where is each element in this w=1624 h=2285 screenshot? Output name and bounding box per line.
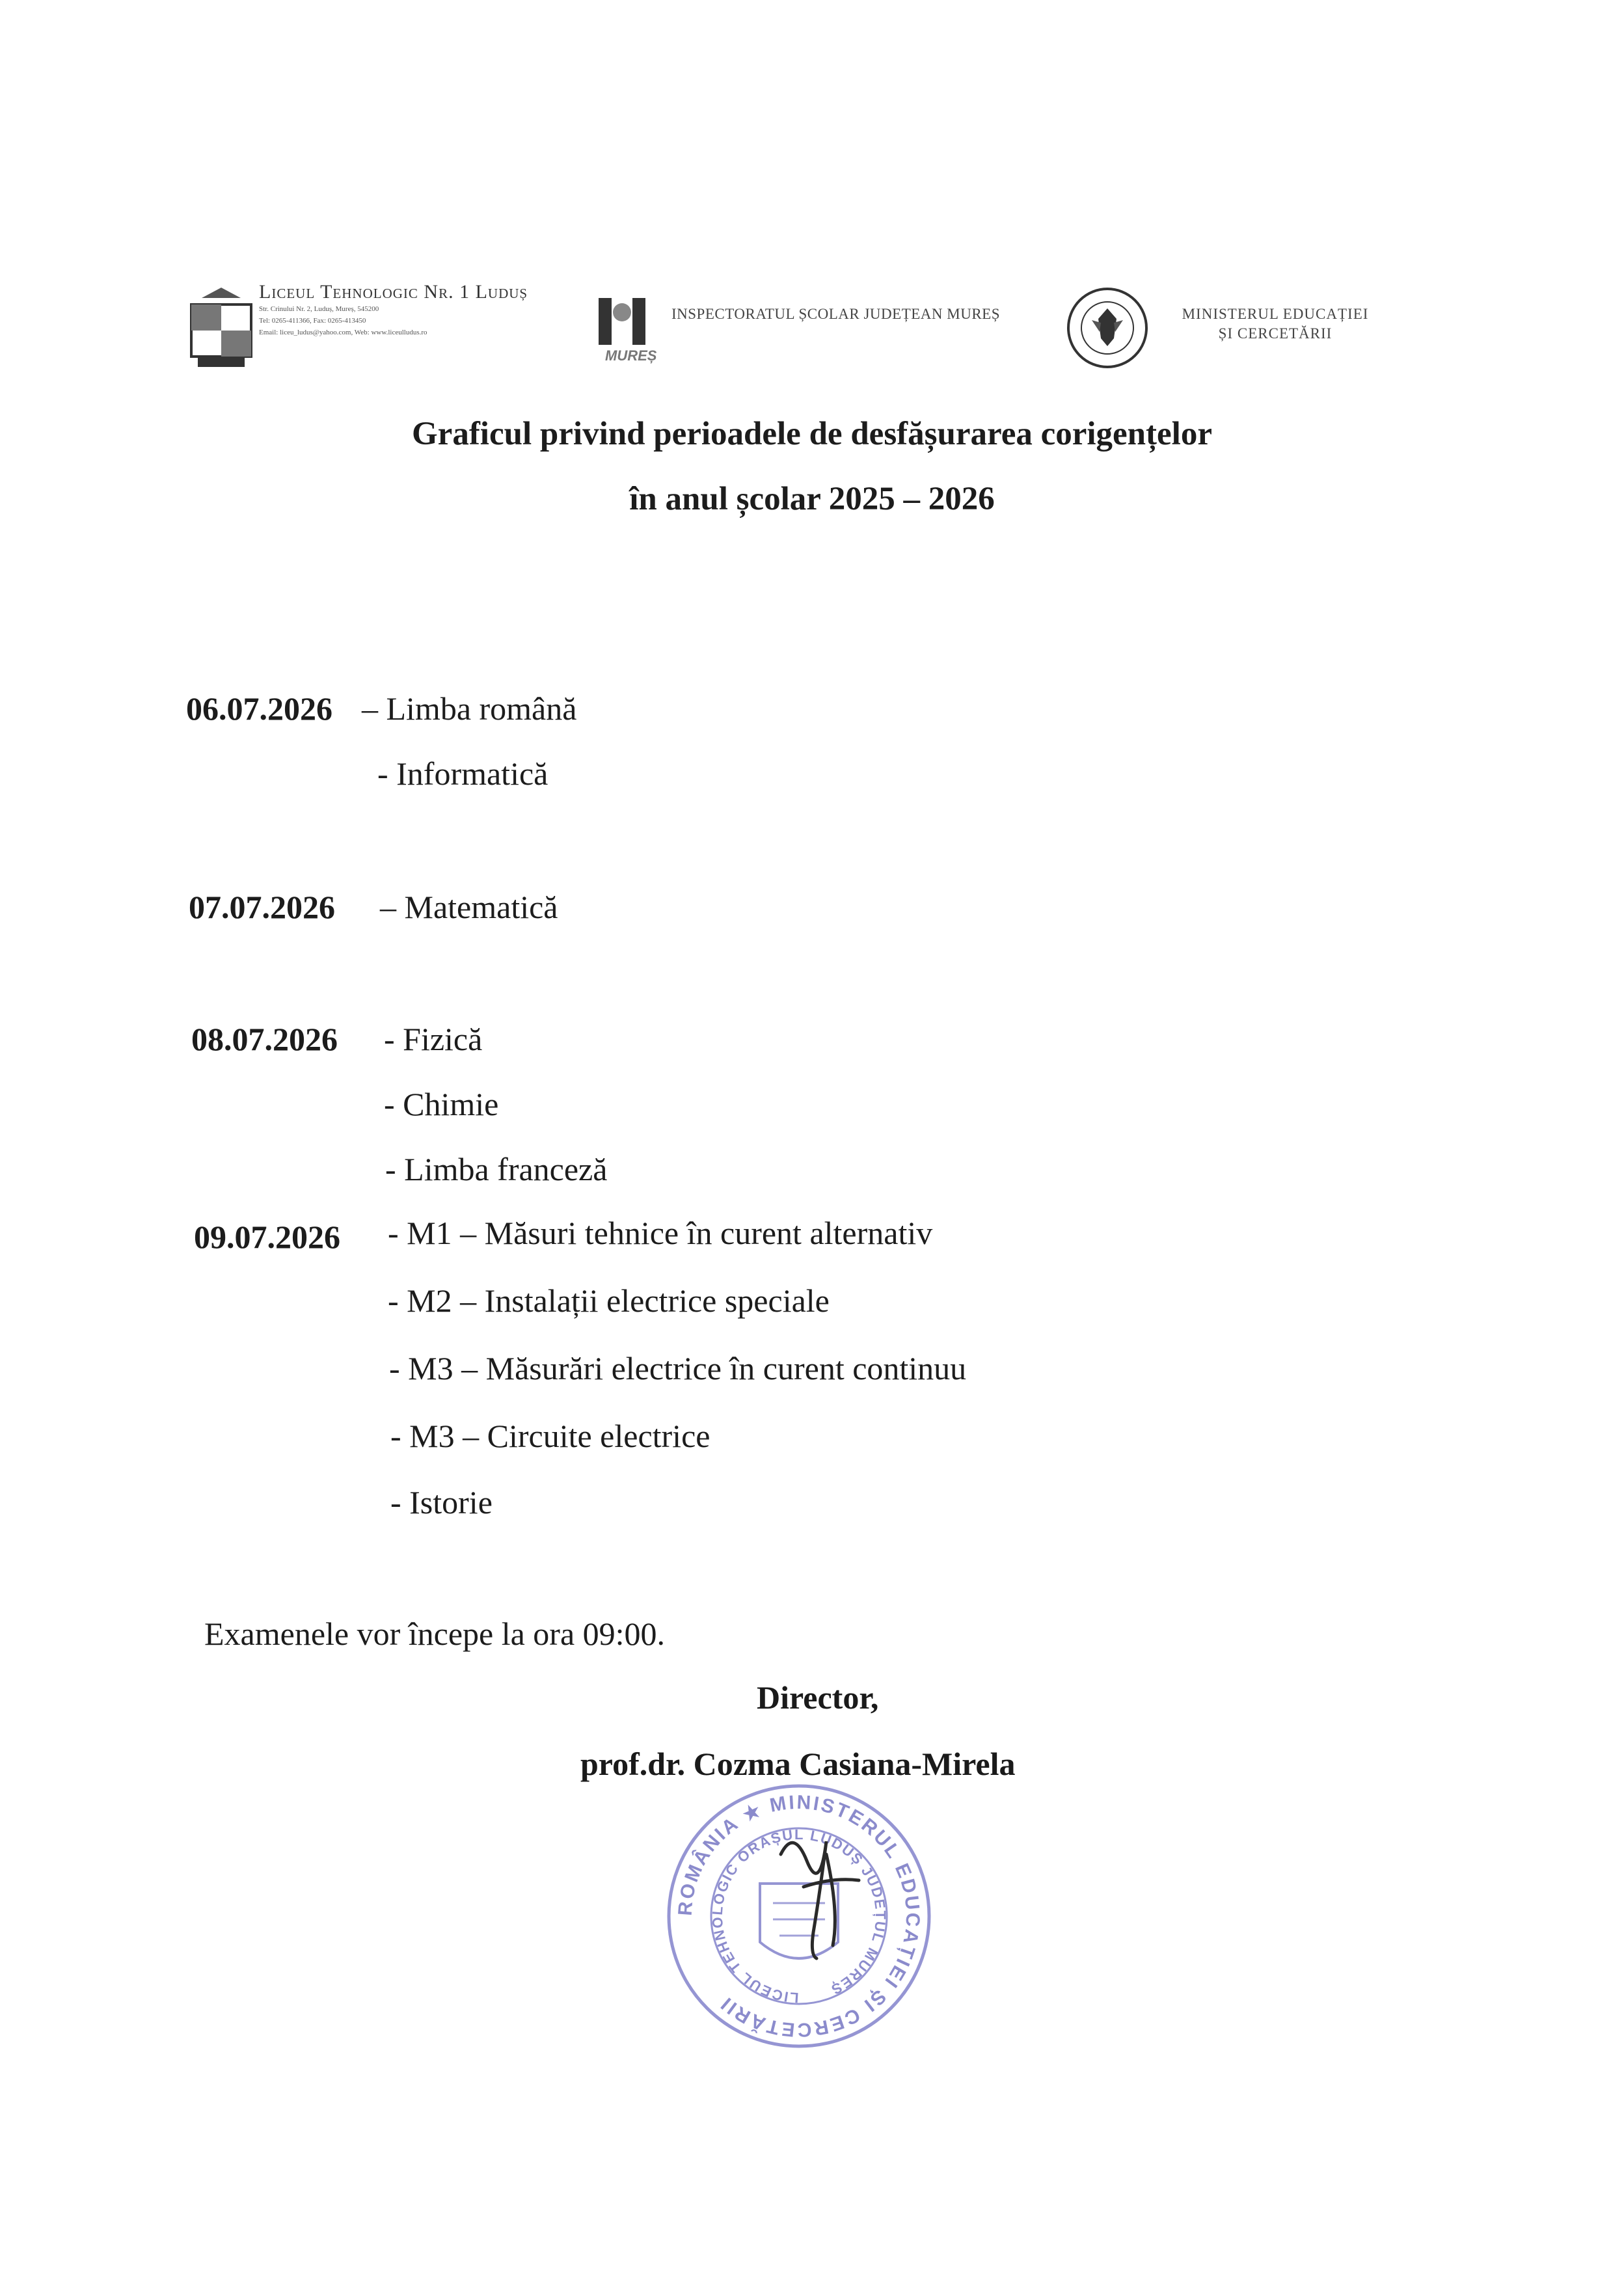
school-email: Email: liceu_ludus@yahoo.com, Web: www.liceulludus.ro	[259, 329, 427, 336]
schedule-item: - M2 – Instalații electrice speciale	[388, 1282, 830, 1319]
ministry-line-2: ȘI CERCETĂRII	[1218, 325, 1333, 342]
isj-logo-text: MUREȘ	[605, 347, 657, 364]
document-title: Graficul privind perioadele de desfășurarea corigențelor	[412, 416, 1212, 452]
schedule-item: - M3 – Măsurări electrice în curent continuu	[389, 1350, 967, 1386]
document-subtitle: în anul școlar 2025 – 2026	[629, 481, 995, 517]
schedule-item: - M1 – Măsuri tehnice în curent alternativ	[388, 1215, 933, 1251]
schedule-item: - Chimie	[384, 1086, 499, 1122]
signer-name: prof.dr. Cozma Casiana-Mirela	[580, 1746, 1016, 1782]
schedule-item: – Limba română	[362, 690, 577, 727]
schedule-date-2: 07.07.2026	[189, 889, 335, 925]
government-seal-icon	[1066, 286, 1149, 370]
school-address: Str. Crinului Nr. 2, Luduș, Mureș, 545200	[259, 305, 379, 313]
isj-logo-icon	[579, 293, 664, 364]
school-info	[259, 281, 565, 338]
schedule-date-3: 08.07.2026	[191, 1021, 338, 1057]
stamp-inner-text: LICEUL TEHNOLOGIC ORAȘUL LUDUȘ JUDEȚUL MUREȘ	[709, 1826, 889, 2007]
schedule-item: – Matematică	[380, 889, 558, 925]
ministry-name	[1152, 304, 1399, 344]
schedule-date-1: 06.07.2026	[186, 690, 332, 727]
ministry-line-1: MINISTERUL EDUCAȚIEI	[1182, 306, 1369, 322]
schedule-item: - Istorie	[390, 1484, 493, 1521]
schedule-item: - Informatică	[377, 755, 548, 792]
schedule-item: - M3 – Circuite electrice	[390, 1418, 710, 1454]
school-name: Liceul Tehnologic Nr. 1 Luduș	[259, 281, 528, 303]
school-crest-icon	[189, 285, 254, 376]
schedule-item: - Fizică	[384, 1021, 483, 1057]
schedule-date-4: 09.07.2026	[194, 1219, 340, 1255]
stamp-outer-text: ROMÂNIA ★ MINISTERUL EDUCAȚIEI ȘI CERCETĂRII	[674, 1791, 924, 2041]
isj-name: INSPECTORATUL ȘCOLAR JUDEȚEAN MUREȘ	[671, 306, 1001, 322]
schedule-item: - Limba franceză	[385, 1151, 608, 1187]
exam-start-note: Examenele vor începe la ora 09:00.	[204, 1616, 666, 1652]
signer-title: Director,	[757, 1679, 879, 1716]
school-phone: Tel: 0265-411366, Fax: 0265-413450	[259, 317, 366, 325]
handwritten-signature-icon	[768, 1815, 872, 1965]
letterhead	[0, 273, 1624, 384]
